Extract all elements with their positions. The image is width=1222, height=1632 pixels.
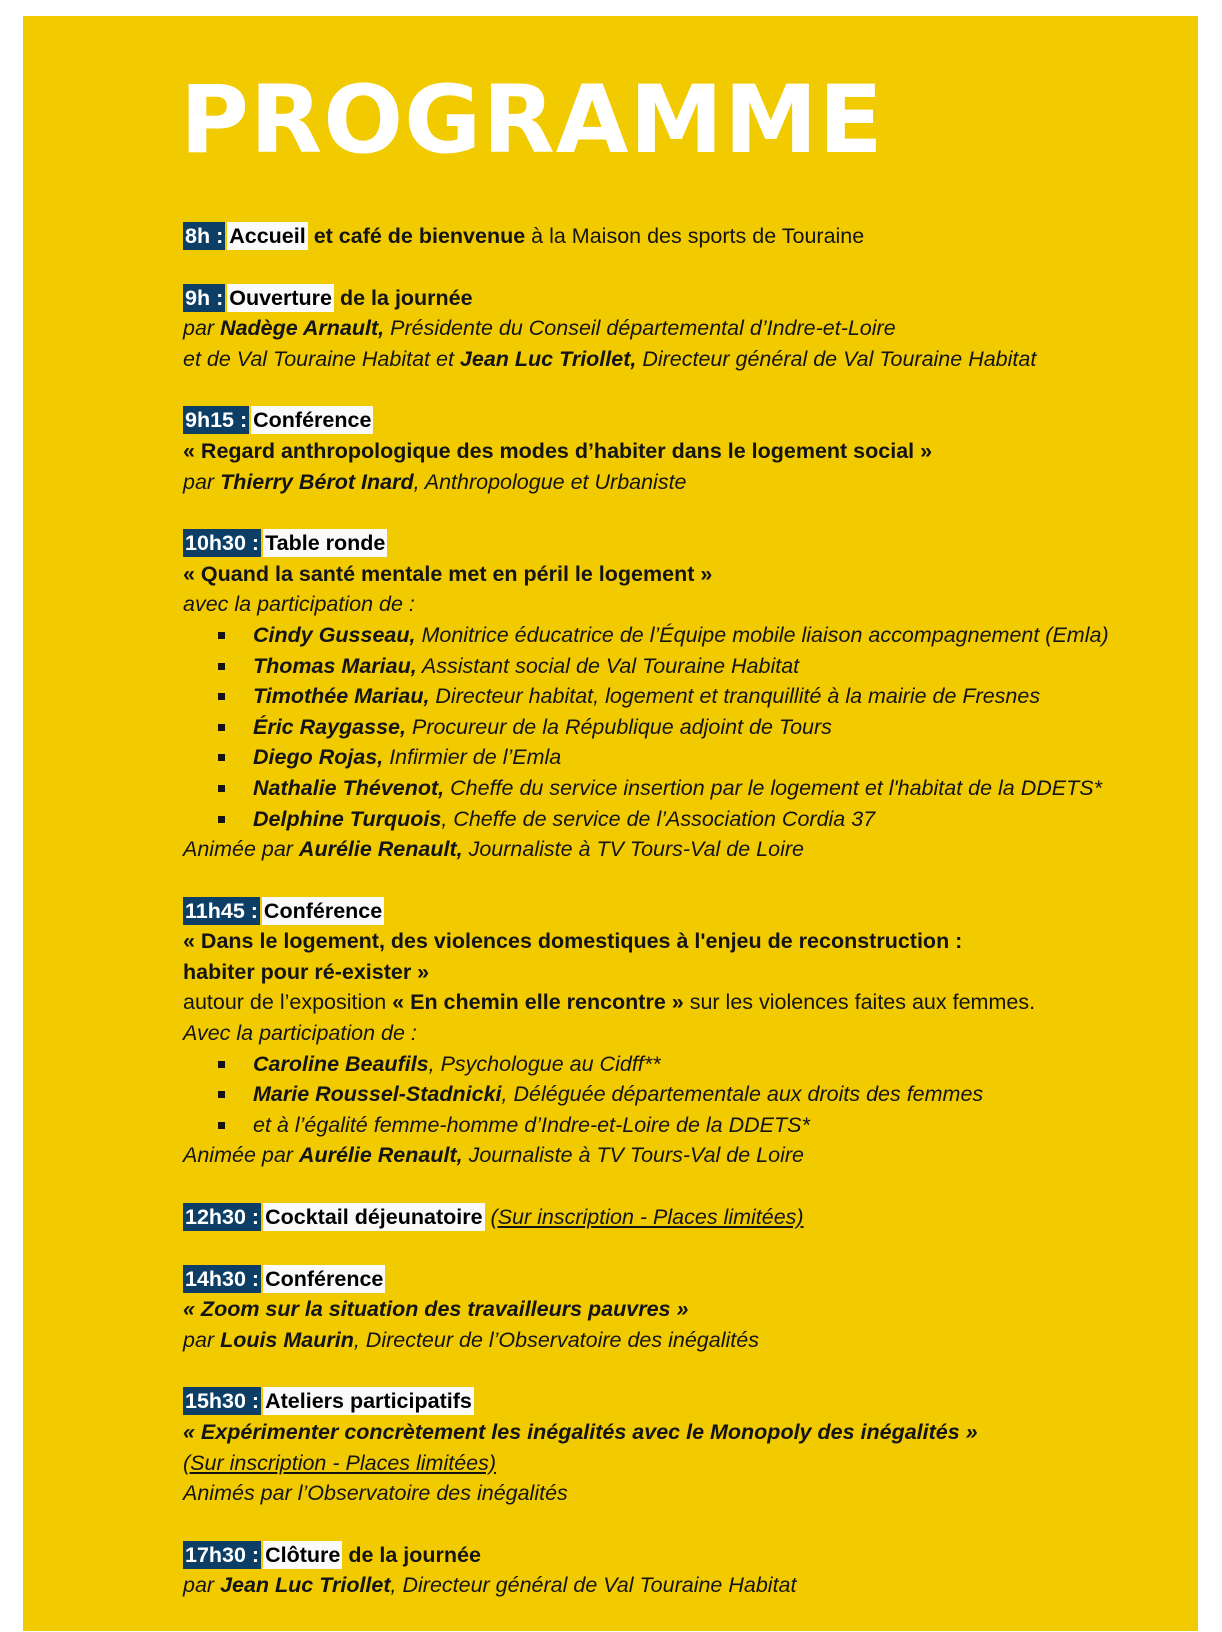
speaker-prefix: par <box>183 469 221 494</box>
session-title: de la journée <box>342 1542 481 1567</box>
moderator-role: Journaliste à TV Tours-Val de Loire <box>462 1143 804 1168</box>
exhibition-title: « En chemin elle rencontre » <box>392 990 684 1015</box>
speaker-name: Éric Raygasse, <box>253 714 406 739</box>
session-title: de la journée <box>334 285 473 310</box>
list-item <box>218 773 1188 804</box>
entry-12h30 <box>183 1202 1188 1233</box>
list-item <box>218 651 1188 682</box>
entry-15h30 <box>183 1386 1188 1508</box>
time-badge: 17h30 : <box>185 1542 260 1567</box>
speaker-role: Directeur habitat, logement et tranquillité à la mairie de Fresnes <box>429 684 1041 709</box>
list-item <box>218 804 1188 835</box>
speaker-list <box>183 620 1188 834</box>
session-tag: Clôture <box>265 1542 341 1567</box>
exhibition-prefix: autour de l’exposition <box>183 990 393 1015</box>
time-badge: 8h : <box>185 224 224 248</box>
speaker-role: , Directeur de l’Observatoire des inégalités <box>353 1327 759 1352</box>
speaker-name: Caroline Beaufils <box>253 1051 429 1076</box>
speaker-role: Infirmier de l’Emla <box>383 745 562 770</box>
speaker-name: Cindy Gusseau, <box>253 622 416 647</box>
time-badge: 11h45 : <box>185 898 258 923</box>
session-tag: Conférence <box>265 1266 384 1291</box>
time-badge: 9h15 : <box>185 408 248 433</box>
speaker-role: , Déléguée départementale aux droits des femmes <box>501 1082 984 1107</box>
speaker-name: Nadège Arnault, <box>220 316 385 341</box>
entry-11h45 <box>183 896 1188 1171</box>
moderator-role: Journaliste à TV Tours-Val de Loire <box>462 837 804 862</box>
moderator-line <box>183 834 1188 865</box>
programme-panel <box>23 16 1198 1631</box>
speaker-name: Delphine Turquois <box>253 806 442 831</box>
speaker-name: Thierry Bérot Inard <box>220 469 414 494</box>
entry-17h30 <box>183 1540 1188 1601</box>
session-title: et café de bienvenue <box>307 224 526 248</box>
speaker-prefix: par <box>183 1327 221 1352</box>
registration-note: (Sur inscription - Places limitées) <box>490 1205 804 1230</box>
session-tag: Ouverture <box>229 285 332 310</box>
list-item-continuation <box>218 1110 1188 1141</box>
entry-9h <box>183 283 1188 375</box>
speaker-role: , Anthropologue et Urbaniste <box>413 469 687 494</box>
session-tag: Ateliers participatifs <box>265 1389 472 1414</box>
speaker-role: Procureur de la République adjoint de Tours <box>406 714 832 739</box>
moderator-name: Aurélie Renault, <box>298 1143 463 1168</box>
exhibition-detail: sur les violences faites aux femmes. <box>683 990 1036 1015</box>
list-item <box>218 1049 1188 1080</box>
entry-14h30 <box>183 1264 1188 1356</box>
speaker-line <box>183 1325 1188 1356</box>
list-item <box>218 681 1188 712</box>
time-badge: 9h : <box>185 285 224 310</box>
session-tag: Cocktail déjeunatoire <box>265 1205 483 1230</box>
session-tag: Conférence <box>253 408 372 433</box>
time-badge: 12h30 : <box>185 1205 260 1230</box>
exhibition-line <box>183 987 1188 1018</box>
moderator-prefix: Animée par <box>183 1143 299 1168</box>
speaker-list <box>183 1049 1188 1141</box>
speaker-name: Nathalie Thévenot, <box>253 775 445 800</box>
speaker-role: Présidente du Conseil départemental d’Indre-et-Loire <box>384 316 896 341</box>
session-subject: « Dans le logement, des violences domestiques à l'enjeu de reconstruction : <box>183 929 963 954</box>
speaker-role: Cheffe du service insertion par le logement et l'habitat de la DDETS* <box>444 775 1102 800</box>
speaker-role: , Directeur général de Val Touraine Habitat <box>390 1573 797 1598</box>
time-badge: 10h30 : <box>185 531 260 556</box>
moderator-prefix: Animée par <box>183 837 299 862</box>
entry-10h30 <box>183 528 1188 865</box>
moderator-line: Animés par l’Observatoire des inégalités <box>183 1481 568 1506</box>
session-tag: Table ronde <box>265 531 386 556</box>
time-badge: 14h30 : <box>185 1266 260 1291</box>
speaker-prefix: et de Val Touraine Habitat et <box>183 346 460 371</box>
speaker-name: Jean Luc Triollet, <box>459 346 637 371</box>
speaker-role: , Psychologue au Cidff** <box>428 1051 661 1076</box>
speaker-name: Timothée Mariau, <box>253 684 430 709</box>
speaker-name: Jean Luc Triollet <box>220 1573 391 1598</box>
list-item <box>218 712 1188 743</box>
speaker-role-cont: et à l’égalité femme-homme d’Indre-et-Loire de la DDETS* <box>253 1112 810 1137</box>
participants-intro: Avec la participation de : <box>183 1021 417 1046</box>
participants-intro: avec la participation de : <box>183 592 415 617</box>
speaker-prefix: par <box>183 1573 221 1598</box>
time-badge: 15h30 : <box>185 1389 260 1414</box>
speaker-prefix: par <box>183 316 221 341</box>
session-tag: Accueil <box>229 224 306 248</box>
registration-note: (Sur inscription - Places limitées) <box>183 1450 497 1475</box>
session-tag: Conférence <box>263 898 383 923</box>
session-subject: « Regard anthropologique des modes d’habiter dans le logement social » <box>183 438 933 463</box>
speaker-line <box>183 344 1188 375</box>
page-title: PROGRAMME <box>180 66 884 175</box>
programme-content <box>180 66 1188 1632</box>
entry-8h <box>183 221 1188 252</box>
speaker-role: Directeur général de Val Touraine Habitat <box>636 346 1037 371</box>
list-item <box>218 742 1188 773</box>
moderator-line <box>183 1140 1188 1171</box>
speaker-name: Marie Roussel-Stadnicki <box>253 1082 502 1107</box>
speaker-name: Thomas Mariau, <box>253 653 417 678</box>
speaker-name: Louis Maurin <box>220 1327 354 1352</box>
speaker-name: Diego Rojas, <box>253 745 384 770</box>
speaker-line <box>183 1570 1188 1601</box>
speaker-line <box>183 467 1188 498</box>
speaker-role: Assistant social de Val Touraine Habitat <box>416 653 800 678</box>
session-subject: « Quand la santé mentale met en péril le logement » <box>183 561 713 586</box>
session-detail: à la Maison des sports de Touraine <box>525 224 865 248</box>
list-item <box>218 620 1188 651</box>
moderator-name: Aurélie Renault, <box>298 837 463 862</box>
speaker-line <box>183 313 1188 344</box>
entry-9h15 <box>183 405 1188 497</box>
session-subject: « Expérimenter concrètement les inégalités avec le Monopoly des inégalités » <box>183 1420 978 1444</box>
speaker-role: Monitrice éducatrice de l’Équipe mobile liaison accompagnement (Emla) <box>415 622 1109 647</box>
list-item <box>218 1079 1188 1110</box>
session-subject: « Zoom sur la situation des travailleurs pauvres » <box>183 1297 689 1322</box>
session-subject-cont: habiter pour ré-exister » <box>183 959 430 984</box>
speaker-role: , Cheffe de service de l’Association Cordia 37 <box>441 806 876 831</box>
